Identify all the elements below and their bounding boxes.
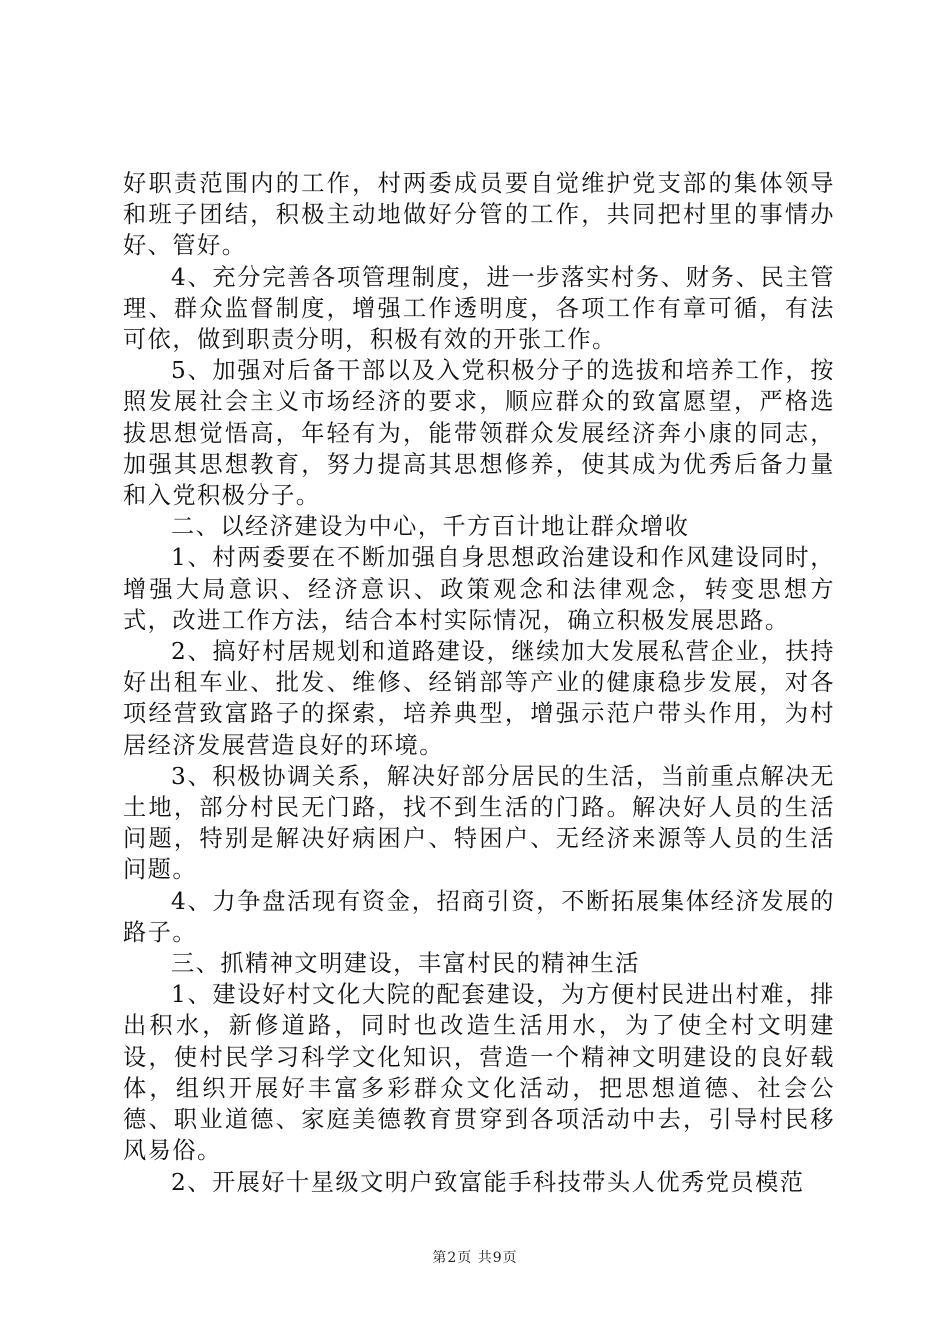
paragraph: 好职责范围内的工作，村两委成员要自觉维护党支部的集体领导和班子团结，积极主动地做好分管的工作，共同把村里的事情办好、管好。 [123,170,835,260]
section-heading: 三、抓精神文明建设，丰富村民的精神生活 [171,950,641,978]
paragraph: 1、建设好村文化大院的配套建设，为方便村民进出村难，排出积水，新修道路，同时也改造生活用水，为了使全村文明建设，使村民学习科学文化知识，营造一个精神文明建设的良好载体，组织开展好丰富多彩群众文化活动，把思想道德、社会公德、职业道德、家庭美德教育贯穿到各项活动中去，引导村民移风易俗。 [123,981,835,1165]
document-body [123,168,835,1198]
paragraph: 1、村两委要在不断加强自身思想政治建设和作风建设同时，增强大局意识、经济意识、政策观念和法律观念，转变思想方式，改进工作方法，结合本村实际情况，确立积极发展思路。 [123,544,835,634]
paragraph: 5、加强对后备干部以及入党积极分子的选拔和培养工作，按照发展社会主义市场经济的要求，顺应群众的致富愿望，严格选拔思想觉悟高，年轻有为，能带领群众发展经济奔小康的同志，加强其思想教育，努力提高其思想修养，使其成为优秀后备力量和入党积极分子。 [123,357,835,510]
section-heading: 二、以经济建设为中心，千方百计地让群众增收 [171,513,690,541]
page-number-footer: 第2页 共9页 [432,1250,518,1266]
paragraph: 4、力争盘活现有资金，招商引资，不断拓展集体经济发展的路子。 [123,887,835,946]
paragraph: 3、积极协调关系，解决好部分居民的生活，当前重点解决无土地，部分村民无门路，找不到生活的门路。解决好人员的生活问题，特别是解决好病困户、特困户、无经济来源等人员的生活问题。 [123,762,835,884]
paragraph: 2、开展好十星级文明户致富能手科技带头人优秀党员模范 [171,1168,805,1196]
paragraph: 2、搞好村居规划和道路建设，继续加大发展私营企业，扶持好出租车业、批发、维修、经销部等产业的健康稳步发展，对各项经营致富路子的探索，培养典型，增强示范户带头作用，为村居经济发展营造良好的环境。 [123,638,835,759]
paragraph: 4、充分完善各项管理制度，进一步落实村务、财务、民主管理、群众监督制度，增强工作透明度，各项工作有章可循，有法可依，做到职责分明，积极有效的开张工作。 [123,263,835,354]
